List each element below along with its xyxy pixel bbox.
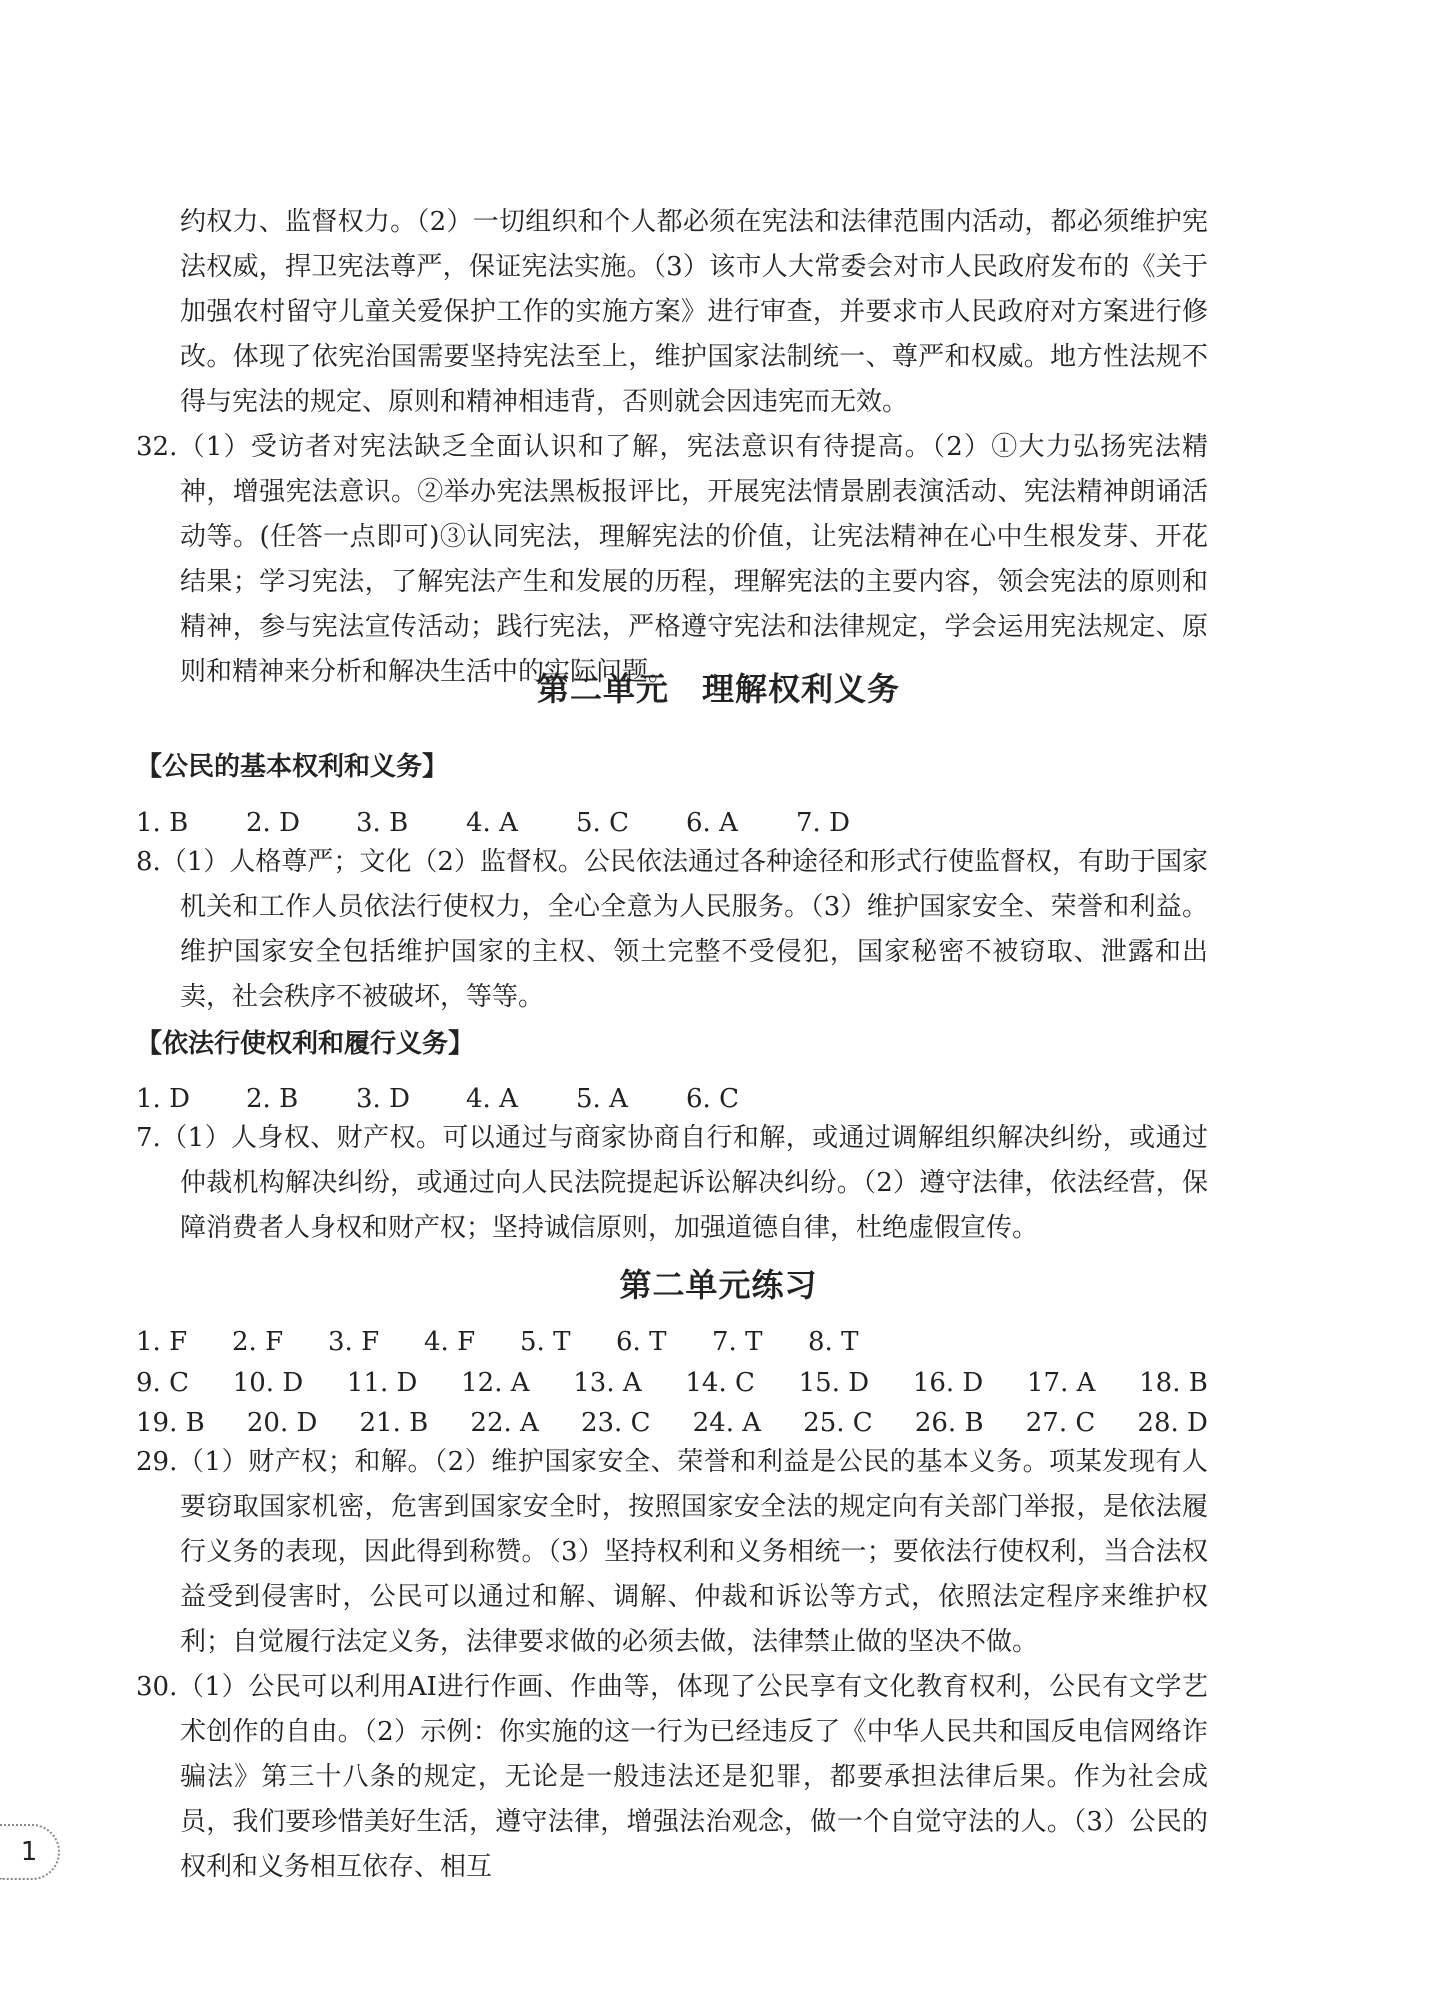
answer-item: 6. C	[686, 1084, 739, 1114]
answer-row-section2	[136, 1084, 1208, 1114]
answer-item: 3. B	[356, 808, 409, 838]
answer-item: 3. F	[328, 1327, 380, 1357]
answer-row-section1	[136, 808, 1208, 838]
section-title-basic-rights: 【公民的基本权利和义务】	[136, 752, 449, 782]
answer-item: 17. A	[1027, 1368, 1096, 1398]
answer-item: 5. C	[576, 808, 629, 838]
answer-item: 7. T	[712, 1327, 763, 1357]
answer-item: 4. F	[424, 1327, 476, 1357]
answer-row-practice-2	[136, 1368, 1208, 1398]
answer-q29: 29.（1）财产权；和解。（2）维护国家安全、荣誉和利益是公民的基本义务。项某发现有人要窃取国家机密，危害到国家安全时，按照国家安全法的规定向有关部门举报，是依法履行义务的表现，因此得到称赞。（3）坚持权利和义务相统一；要依法行使权利，当合法权益受到侵害时，公民可以通过和解、调解、仲裁和诉讼等方式，依照法定程序来维护权利；自觉履行法定义务，法律要求做的必须去做，法律禁止做的坚决不做。	[136, 1447, 1208, 1657]
answer-item: 6. T	[616, 1327, 667, 1357]
answer-item: 2. F	[232, 1327, 284, 1357]
unit-title: 第二单元 理解权利义务	[536, 670, 900, 708]
answer-item: 5. A	[576, 1084, 628, 1114]
answer-q32: 32.（1）受访者对宪法缺乏全面认识和了解，宪法意识有待提高。（2）①大力弘扬宪法精神，增强宪法意识。②举办宪法黑板报评比，开展宪法情景剧表演活动、宪法精神朗诵活动等。(任答一点即可)③认同宪法，理解宪法的价值，让宪法精神在心中生根发芽、开花结果；学习宪法，了解宪法产生和发展的历程，理解宪法的主要内容，领会宪法的原则和精神，参与宪法宣传活动；践行宪法，严格遵守宪法和法律规定，学会运用宪法规定、原则和精神来分析和解决生活中的实际问题。	[136, 432, 1208, 687]
answer-item: 4. A	[466, 808, 518, 838]
answer-item: 19. B	[136, 1408, 205, 1438]
answer-item: 1. F	[136, 1327, 188, 1357]
answer-item: 27. C	[1025, 1408, 1096, 1438]
answer-item: 8. T	[808, 1327, 859, 1357]
answer-item: 5. T	[520, 1327, 571, 1357]
answer-item: 24. A	[692, 1408, 762, 1438]
answer-item: 26. B	[914, 1408, 984, 1438]
answer-item: 3. D	[356, 1084, 410, 1114]
page-number: 1	[0, 1824, 60, 1880]
answer-item: 4. A	[466, 1084, 518, 1114]
answer-q7: 7.（1）人身权、财产权。可以通过与商家协商自行和解，或通过调解组织解决纠纷，或通过仲裁机构解决纠纷，或通过向人民法院提起诉讼解决纠纷。（2）遵守法律，依法经营，保障消费者人身权和财产权；坚持诚信原则，加强道德自律，杜绝虚假宣传。	[136, 1123, 1208, 1243]
answer-q30: 30.（1）公民可以利用AI进行作画、作曲等，体现了公民享有文化教育权利，公民有文学艺术创作的自由。（2）示例：你实施的这一行为已经违反了《中华人民共和国反电信网络诈骗法》第三十八条的规定，无论是一般违法还是犯罪，都要承担法律后果。作为社会成员，我们要珍惜美好生活，遵守法律，增强法治观念，做一个自觉守法的人。（3）公民的权利和义务相互依存、相互	[136, 1672, 1208, 1882]
section-title-exercise-rights: 【依法行使权利和履行义务】	[136, 1029, 475, 1059]
answer-item: 10. D	[232, 1368, 304, 1398]
answer-item: 2. D	[246, 808, 300, 838]
answer-item: 7. D	[796, 808, 850, 838]
answer-item: 2. B	[246, 1084, 299, 1114]
answer-item: 23. C	[580, 1408, 651, 1438]
answer-item: 20. D	[246, 1408, 318, 1438]
answer-row-practice-3	[136, 1408, 1208, 1438]
answer-item: 25. C	[803, 1408, 873, 1438]
answer-item: 22. A	[470, 1408, 539, 1438]
answer-item: 16. D	[912, 1368, 984, 1398]
answer-item: 1. D	[136, 1084, 190, 1114]
answer-item: 14. C	[685, 1368, 755, 1398]
intro-paragraph: 约权力、监督权力。（2）一切组织和个人都必须在宪法和法律范围内活动，都必须维护宪法权威，捍卫宪法尊严，保证宪法实施。（3）该市人大常委会对市人民政府发布的《关于加强农村留守儿童关爱保护工作的实施方案》进行审查，并要求市人民政府对方案进行修改。体现了依宪治国需要坚持宪法至上，维护国家法制统一、尊严和权威。地方性法规不得与宪法的规定、原则和精神相违背，否则就会因违宪而无效。	[180, 207, 1208, 417]
practice-title: 第二单元练习	[619, 1266, 818, 1304]
answer-item: 21. B	[359, 1408, 429, 1438]
answer-item: 15. D	[798, 1368, 870, 1398]
answer-item: 28. D	[1137, 1408, 1208, 1438]
answer-row-practice-1	[136, 1327, 1208, 1357]
answer-item: 9. C	[136, 1368, 189, 1398]
answer-item: 13. A	[573, 1368, 642, 1398]
answer-item: 6. A	[686, 808, 738, 838]
answer-item: 18. B	[1139, 1368, 1208, 1398]
answer-item: 11. D	[346, 1368, 418, 1398]
answer-item: 12. A	[461, 1368, 530, 1398]
answer-q8: 8.（1）人格尊严；文化（2）监督权。公民依法通过各种途径和形式行使监督权，有助于国家机关和工作人员依法行使权力，全心全意为人民服务。（3）维护国家安全、荣誉和利益。维护国家安全包括维护国家的主权、领土完整不受侵犯，国家秘密不被窃取、泄露和出卖，社会秩序不被破坏，等等。	[136, 847, 1208, 1012]
answer-item: 1. B	[136, 808, 189, 838]
